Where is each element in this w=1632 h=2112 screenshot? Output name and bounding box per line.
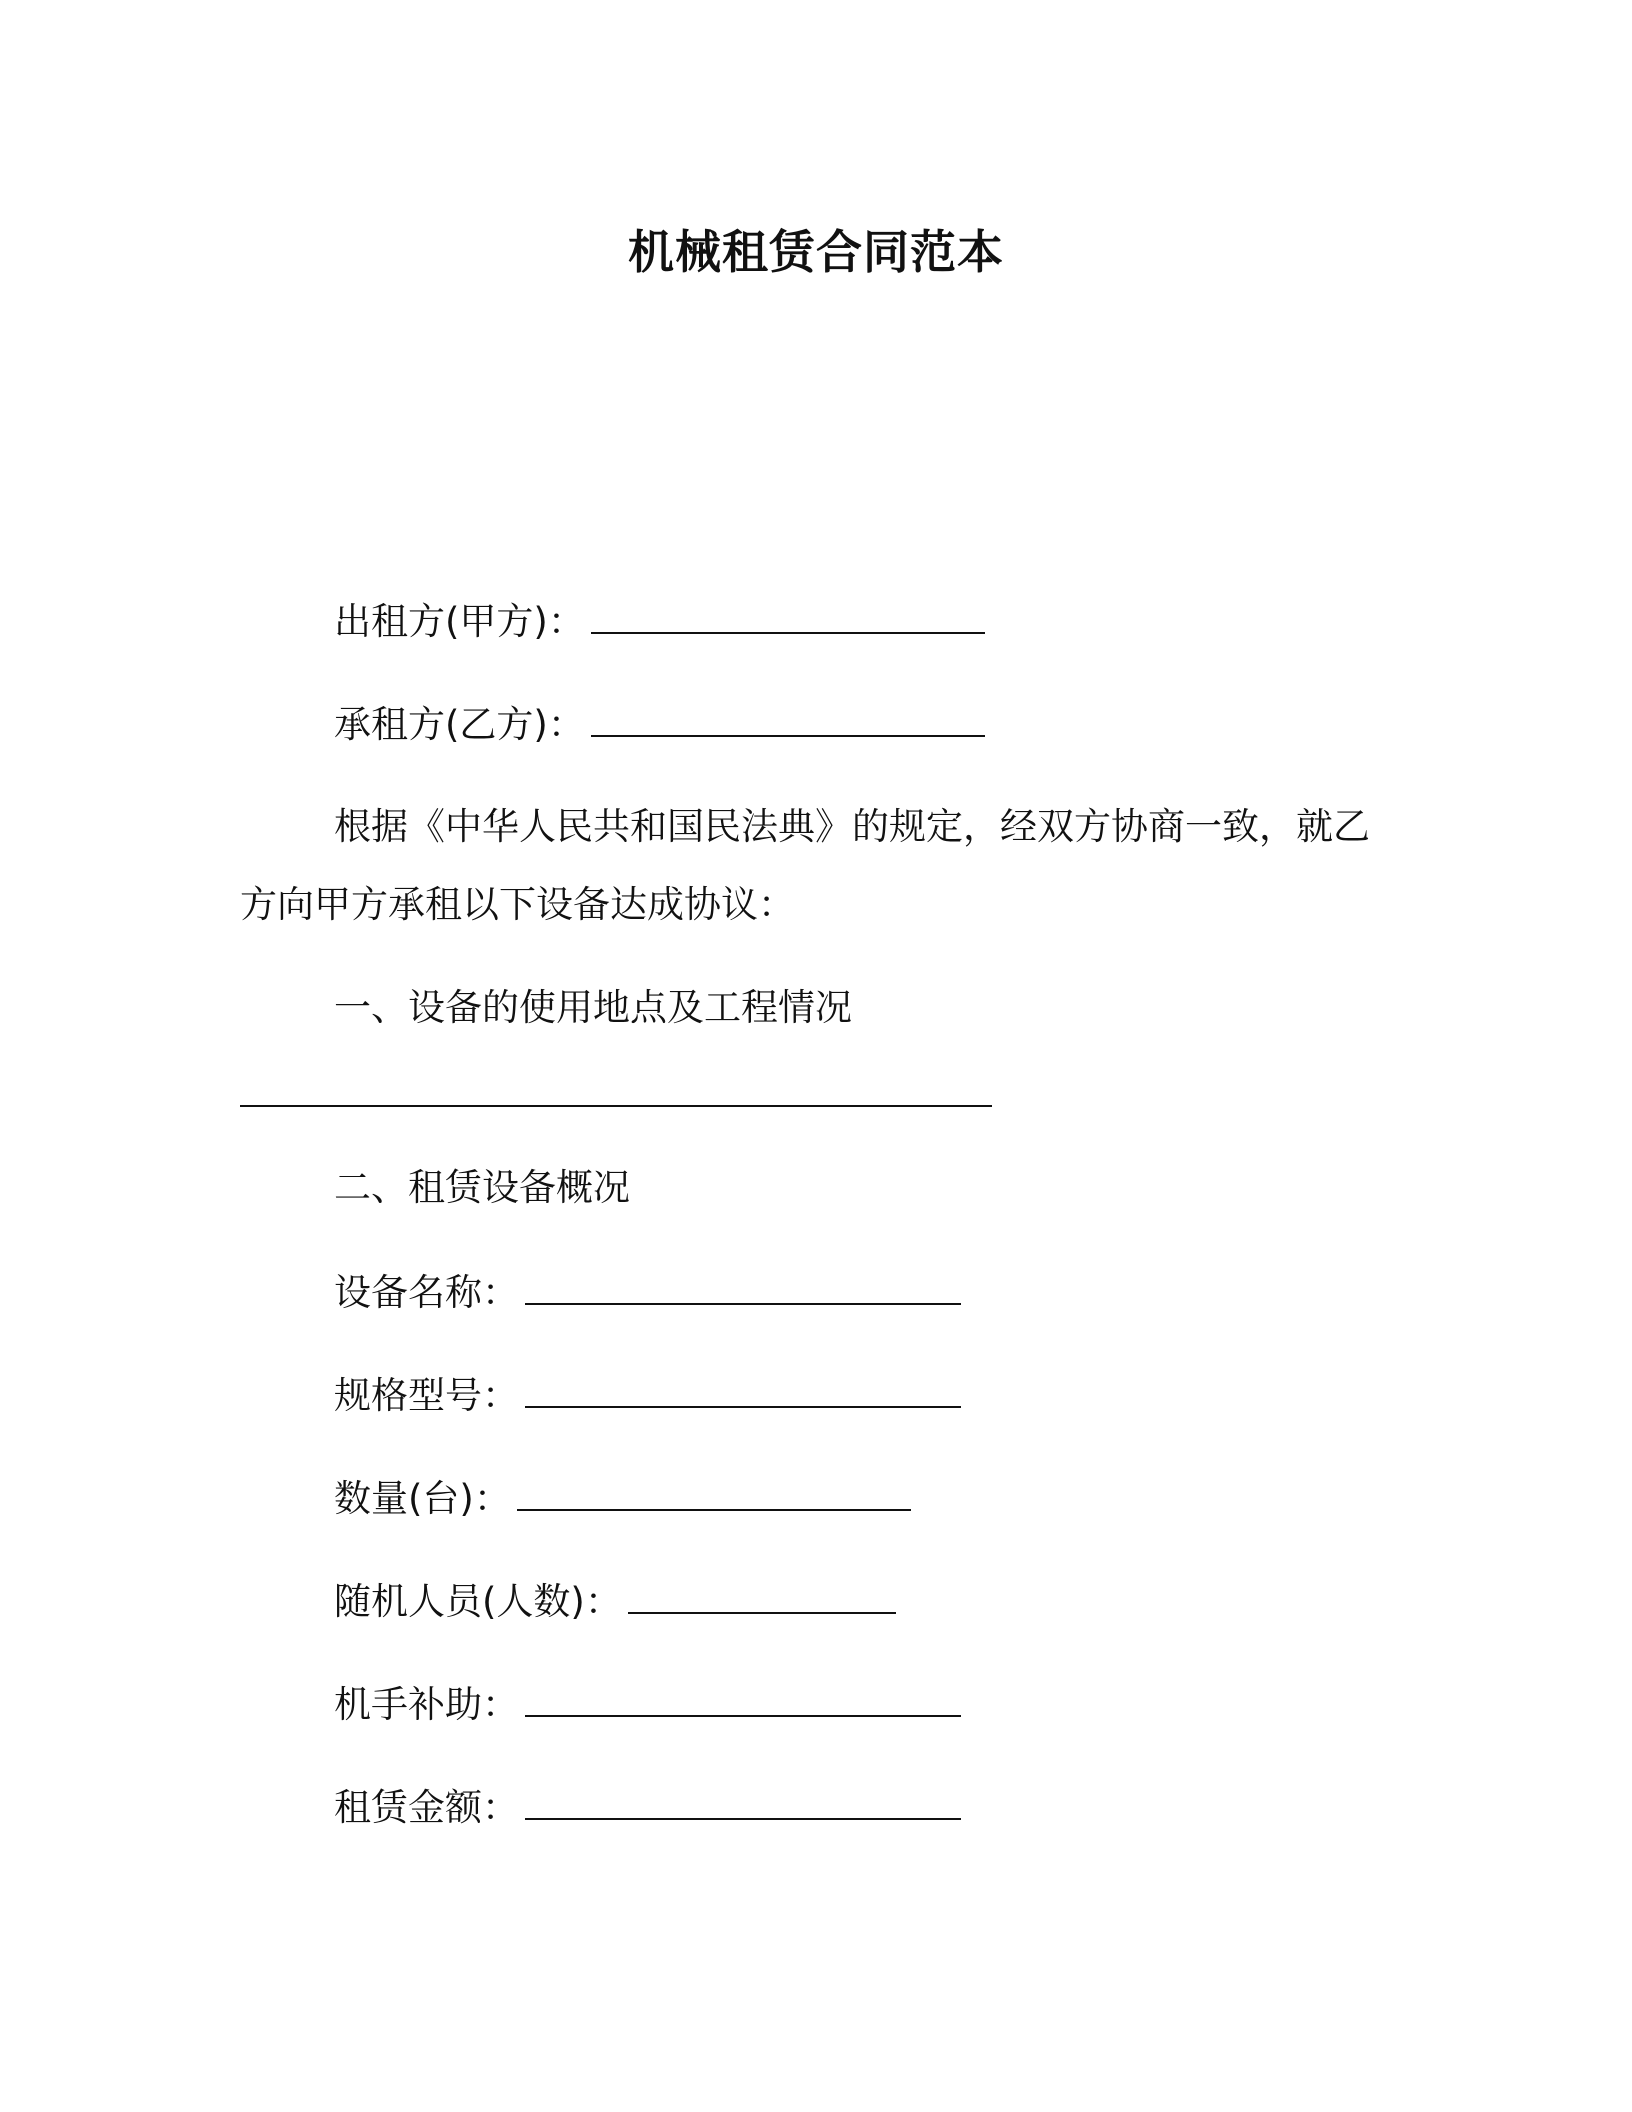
quantity-label: 数量(台)： [334,1477,511,1520]
lessee-label: 承租方(乙方)： [334,703,585,746]
rental-amount-row [334,1783,961,1833]
section-1-heading: 一、设备的使用地点及工程情况 [334,986,852,1029]
document-title: 机械租赁合同范本 [628,225,1004,279]
staff-count-row [334,1577,896,1627]
section-2-heading: 二、租赁设备概况 [334,1166,630,1209]
lessee-row [334,700,985,750]
intro-paragraph-line-2: 方向甲方承租以下设备达成协议： [240,883,795,926]
operator-subsidy-row [334,1680,961,1730]
rental-amount-label: 租赁金额： [334,1786,519,1829]
model-spec-blank [525,1372,961,1408]
section-1-blank [240,1105,992,1107]
lessor-label: 出租方(甲方)： [334,600,585,643]
lessor-blank [591,598,985,634]
rental-amount-blank [525,1784,961,1820]
staff-count-label: 随机人员(人数)： [334,1580,622,1623]
operator-subsidy-blank [525,1681,961,1717]
operator-subsidy-label: 机手补助： [334,1683,519,1726]
intro-paragraph-line-1: 根据《中华人民共和国民法典》的规定，经双方协商一致，就乙 [334,805,1370,848]
lessor-row [334,597,985,647]
equipment-name-row [334,1268,961,1318]
equipment-name-blank [525,1269,961,1305]
lessee-blank [591,701,985,737]
equipment-name-label: 设备名称： [334,1271,519,1314]
model-spec-row [334,1371,961,1421]
staff-count-blank [628,1578,896,1614]
quantity-blank [517,1475,911,1511]
quantity-row [334,1474,911,1524]
model-spec-label: 规格型号： [334,1374,519,1417]
